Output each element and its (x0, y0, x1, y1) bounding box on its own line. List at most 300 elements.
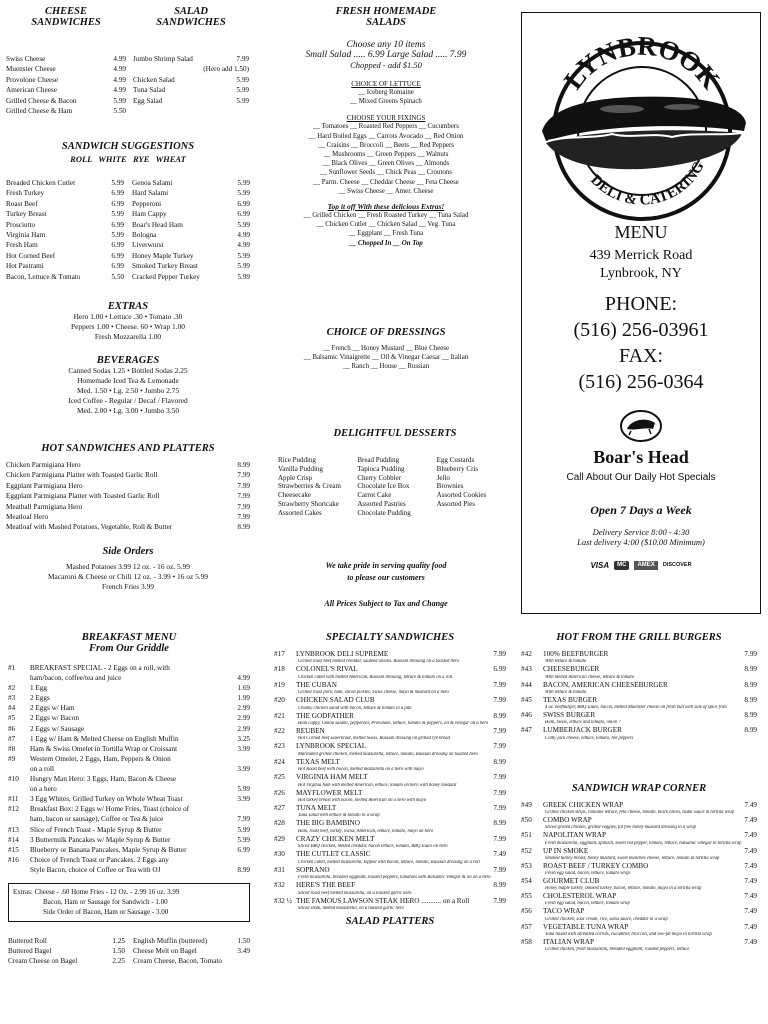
lettuce-option: __ Iceberg Romaine (358, 89, 414, 96)
phone-number: (516) 256-03961 (573, 319, 709, 341)
item-number: #22 (274, 727, 285, 736)
item-price: 1.99 (237, 694, 250, 703)
dessert-item: Apple Crisp (278, 473, 313, 482)
item-price: 1.25 (112, 936, 125, 945)
grill-list (521, 650, 757, 742)
item-number: #20 (274, 696, 285, 705)
salad-sandwich-list (133, 54, 249, 106)
side-line: French Fries 3.99 (102, 582, 154, 591)
item-price: 7.99 (744, 650, 757, 658)
item-description: Hot turkey breast with bacon, melted American on a hero with mayo (298, 798, 427, 804)
breakfast-item (8, 673, 250, 683)
item-description: Sliced BBQ chicken, melted cheddar, bacon lettuce, tomato, BBQ sauce on hero (298, 844, 448, 850)
item-name: on a hero (30, 785, 57, 794)
item-price: 5.99 (237, 220, 250, 229)
item-price: 5.99 (111, 231, 124, 240)
dessert-item: Jello (436, 473, 450, 482)
item-name: TEXAS BURGER (543, 695, 598, 704)
item-price: 7.49 (744, 846, 757, 855)
extra-option: __ Chopped In __ On Top (349, 239, 423, 247)
item-number (8, 673, 30, 683)
item-number: #12 (8, 805, 19, 814)
item-name: TUNA MELT (296, 804, 337, 813)
item-description: Chunky chicken salad with bacon, lettuce & tomato in a pita (298, 705, 412, 711)
menu-item (274, 696, 506, 705)
item-price: 7.49 (493, 850, 506, 859)
item-description: Grilled roast beef melted cheddar, sauteed onions. Russian dressing on a toasted hero (298, 659, 459, 665)
cheese-title-1: CHEESE (44, 6, 88, 17)
item-name: Fresh Ham (6, 241, 38, 250)
salad-platters-title: SALAD PLATTERS (345, 915, 435, 927)
item-number: #17 (274, 650, 285, 658)
breakfast-item (8, 764, 250, 774)
beverages-title: BEVERAGES (96, 355, 160, 366)
fixings-heading: CHOOSE YOUR FIXINGS (346, 114, 426, 123)
list-item (133, 956, 250, 966)
beverage-line: Med. 2.00 • Lg. 3.00 • Jumbo 3.50 (76, 406, 180, 415)
item-name: 2 Eggs w/ Bacon (30, 714, 79, 723)
item-price: 7.99 (493, 865, 506, 874)
menu-item (274, 804, 506, 813)
item-name: THE CUBAN (296, 680, 337, 689)
item-name: Hard Salami (132, 189, 169, 198)
breakfast-extras (8, 883, 250, 922)
extras-line: Extras: Cheese - .60 Home Fries - 12 Oz. - 2.99 16 oz. 3.99 (13, 887, 180, 896)
item-number: #30 (274, 850, 285, 859)
lettuce-option: __ Mixed Greens Spinach (350, 98, 422, 106)
breakfast-item (8, 713, 250, 723)
item-description: Grilled chicken strips, romaine lettuce, feta cheese, tomato, black olives, tzatki sauce in tortilla wrap (545, 810, 735, 816)
dessert-item: Cherry Cobbler (357, 473, 402, 482)
item-name: Eggplant Parmigiana Platter with Toasted Garlic Roll (6, 492, 160, 501)
menu-item (274, 665, 506, 674)
item-price: 7.99 (493, 727, 506, 736)
item-name: Honey Maple Turkey (132, 251, 194, 260)
list-item (6, 272, 124, 282)
item-price: 5.99 (237, 825, 250, 834)
breakfast-item (8, 663, 250, 673)
list-item: American Cheese 4.99 (6, 86, 126, 95)
list-item (132, 272, 250, 282)
item-price: 2.25 (112, 957, 125, 966)
item-name: REUBEN (296, 727, 325, 736)
list-item (132, 230, 250, 240)
list-item (133, 946, 250, 956)
list-item (132, 209, 250, 219)
item-name: LUMBERJACK BURGER (543, 726, 622, 735)
menu-item (274, 650, 506, 659)
menu-item (274, 712, 506, 721)
dessert-item: Assorted Cookies (436, 491, 487, 500)
menu-item (521, 816, 757, 825)
item-name: SWISS BURGER (543, 711, 596, 720)
list-item (6, 491, 250, 501)
extras-line: Bacon, Ham or Sausage for Sandwich - 1.00 (43, 898, 168, 907)
breakfast-item (8, 693, 250, 703)
item-name: CHEESEBURGER (543, 665, 600, 674)
breakfast-title-2: From Our Griddle (89, 643, 169, 654)
menu-item (521, 665, 757, 674)
item-number: #11 (8, 795, 19, 804)
fixing-option: __ Mushrooms __ Green Peppers __ Walnuts (323, 151, 449, 159)
cheese-list (6, 54, 126, 116)
list-item: Chicken Salad 5.99 (133, 75, 249, 84)
rolls-right (133, 936, 250, 967)
desserts-title: DELIGHTFUL DESSERTS (333, 428, 457, 439)
dessert-item: Strawberries & Cream (278, 482, 341, 491)
item-price: 7.99 (493, 742, 506, 751)
grill-title: HOT FROM THE GRILL BURGERS (556, 632, 722, 643)
item-number: #44 (521, 680, 532, 689)
list-item (6, 199, 124, 209)
item-name: Turkey Breast (6, 210, 47, 219)
item-name: Ham & Swiss Omelet in Tortilla Wrap or Croissant (30, 744, 178, 753)
breakfast-item (8, 754, 250, 764)
item-number: #15 (8, 845, 19, 854)
extras-line: Hero 1.00 • Lettuce .30 • Tomato .30 (73, 312, 183, 321)
list-item (6, 502, 250, 512)
item-price: 7.99 (237, 481, 250, 490)
logo-name: LYNBROOK (557, 30, 726, 95)
list-item: Grilled Cheese & Bacon 5.99 (6, 96, 126, 105)
item-name: NAPOLITAN WRAP (543, 831, 606, 840)
item-name: UP IN SMOKE (543, 846, 589, 855)
dessert-item: Chocolate Pudding (357, 508, 411, 517)
item-name: CRAZY CHICKEN MELT (296, 834, 375, 843)
item-price: 7.99 (493, 773, 506, 782)
extras-line: Side Order of Bacon, Ham or Sausage - 3.00 (43, 908, 169, 917)
extras-line: Fresh Mozzarella 1.00 (94, 332, 162, 341)
item-number: #26 (274, 788, 285, 797)
item-number: #49 (521, 801, 532, 809)
list-item (6, 261, 124, 271)
item-price: 6.99 (237, 210, 250, 219)
item-name: Liverwurst (132, 241, 164, 250)
item-number (8, 814, 30, 824)
item-description: Colby jack cheese, lettuce, tomato, hot peppers (545, 735, 634, 741)
item-name: Prosciutto (6, 220, 36, 229)
salad-sandwich-section (133, 6, 249, 106)
item-price (222, 663, 250, 673)
item-number: #7 (8, 734, 16, 743)
item-price: 8.99 (744, 726, 757, 735)
item-price: 4.99 (237, 241, 250, 250)
item-number: #57 (521, 922, 532, 931)
item-name: 3 Egg Whites, Grilled Turkey on Whole Wheat Toast (30, 795, 183, 804)
menu-item (274, 835, 506, 844)
item-number (8, 764, 30, 774)
item-price: 1.69 (237, 684, 250, 693)
item-name: BACON, AMERICAN CHEESEBURGER (543, 680, 668, 689)
side-line: Mashed Potatoes 3.99 12 oz. - 16 oz. 5.99 (66, 562, 190, 571)
list-item (8, 936, 125, 946)
list-item (6, 512, 250, 522)
item-name: on a roll (30, 764, 54, 773)
item-price: 5.99 (237, 262, 250, 271)
wraps-section (521, 783, 757, 953)
item-name: Smoked Turkey Breast (132, 262, 198, 271)
item-name: CHOLESTEROL WRAP (543, 892, 617, 901)
boars-head-text: Boar's Head (593, 447, 689, 467)
item-name: Roast Beef (6, 199, 38, 208)
menu-item (274, 897, 506, 906)
item-name: Pepperoni (132, 199, 162, 208)
fixing-option: __ Tomatoes __ Roasted Red Peppers __ Cucumbers (313, 123, 459, 131)
menu-item (521, 877, 757, 886)
item-name: TACO WRAP (543, 907, 585, 916)
item-description: Sliced roast beef melted mozzarella, on a toasted garlic hero (298, 890, 412, 896)
item-number: #51 (521, 831, 532, 840)
item-description: Tuna salad with lettuce & tomato in a wrap (298, 813, 380, 819)
menu-item (274, 758, 506, 767)
item-price: 7.49 (744, 892, 757, 901)
item-price: 8.99 (493, 819, 506, 828)
top-it-off: Top it off With these delicious Extras! (327, 202, 445, 212)
breakfast-item (8, 683, 250, 693)
item-price: 7.99 (237, 471, 250, 480)
item-price (222, 774, 250, 784)
item-price (222, 804, 250, 814)
list-item: Muenster Cheese 4.99 (6, 65, 126, 74)
breakfast-item (8, 734, 250, 744)
item-price: 7.49 (744, 877, 757, 886)
item-price: 2.99 (237, 704, 250, 713)
sandwich-icon (542, 97, 746, 170)
item-name: HERE'S THE BEEF (296, 881, 356, 890)
item-number: #5 (8, 714, 16, 723)
item-name: Meatball Parmigiana Hero (6, 502, 83, 511)
item-price: 8.99 (744, 665, 757, 674)
item-description: Sliced steak, melted mozzarella, on a toasted garlic hero (298, 905, 404, 911)
item-name: LYNBROOK DELI SUPREME (296, 650, 389, 658)
item-number: #25 (274, 773, 285, 782)
item-name: ROAST BEEF / TURKEY COMBO (543, 861, 649, 870)
breakfast-item (8, 865, 250, 875)
list-item (6, 209, 124, 219)
item-number: #32 ½ (274, 896, 292, 905)
desserts-col (278, 456, 353, 518)
dessert-item: Strawberry Shortcake (278, 499, 339, 508)
item-number: #14 (8, 835, 19, 844)
menu-item (274, 727, 506, 736)
item-name: 2 Eggs w/ Ham (30, 704, 75, 713)
item-price: 3.99 (237, 764, 250, 773)
list-item (6, 178, 124, 188)
item-price: 5.50 (111, 272, 124, 281)
item-name: English Muffin (buttered) (133, 936, 208, 945)
breakfast-item (8, 845, 250, 855)
item-name: CHICKEN SALAD CLUB (296, 696, 375, 705)
address-line-1: 439 Merrick Road (589, 248, 693, 263)
item-price: 8.99 (744, 711, 757, 720)
item-price: 6.99 (111, 220, 124, 229)
suggestions-title: SANDWICH SUGGESTIONS (61, 141, 195, 152)
extra-option: __ Eggplant __ Fresh Tuna (348, 230, 424, 238)
item-price: 8.99 (744, 680, 757, 689)
list-item (8, 946, 125, 956)
menu-item (274, 742, 506, 751)
item-number: #54 (521, 877, 532, 886)
list-item (8, 956, 125, 966)
tax-note: All Prices Subject to Tax and Change (324, 599, 448, 608)
chopped-text: Chopped - add $1.50 (350, 60, 422, 70)
item-name: Blueberry or Banana Pancakes, Maple Syrup & Butter (30, 845, 187, 854)
contact-box (521, 12, 761, 614)
extras-section (6, 301, 250, 342)
item-name: Buttered Roll (8, 936, 47, 945)
item-description: 4 oz. beefburger, BBQ sauce, bacon, melted Muenster cheese on fresh bun with side of spice fries (545, 705, 727, 711)
list-item (132, 199, 250, 209)
item-number: #27 (274, 804, 285, 813)
list-item (132, 188, 250, 198)
hot-sandwiches-list (6, 460, 250, 533)
extra-option: __ Chicken Cutlet __ Chicken Salad __ Veg. Tuna (316, 221, 456, 229)
menu-item (274, 866, 506, 875)
item-price: 1.50 (112, 946, 125, 955)
item-number: #10 (8, 775, 19, 784)
list-item: Provolone Cheese 4.99 (6, 75, 126, 84)
dessert-item: Assorted Pastries (357, 499, 406, 508)
dressing-option: __ Ranch __ House __ Russian (342, 363, 430, 371)
rolls-list (8, 936, 250, 967)
item-number (8, 784, 30, 794)
item-price: 6.99 (111, 199, 124, 208)
delivery-hours: Delivery Service 8:00 - 4:30 (592, 527, 690, 537)
item-price: 8.99 (237, 865, 250, 874)
breakfast-list (8, 663, 250, 875)
beverages-section (6, 355, 250, 416)
item-price: 5.99 (237, 272, 250, 281)
item-name: 2 Eggs w/ Sausage (30, 724, 85, 733)
item-name: LYNBROOK SPECIAL (296, 742, 367, 751)
wraps-list (521, 801, 757, 953)
item-price: 6.99 (493, 665, 506, 674)
list-item (6, 460, 250, 470)
fresh-salads-section (258, 6, 514, 248)
list-item (6, 470, 250, 480)
item-name: Hot Pastrami (6, 262, 44, 271)
menu-item (274, 850, 506, 859)
item-name: THE CUTLET CLASSIC (296, 850, 371, 859)
item-number: #4 (8, 704, 16, 713)
breakfast-item (8, 724, 250, 734)
beverage-line: Homemade Iced Tea & Lemonade (77, 376, 179, 385)
dressings-title: CHOICE OF DRESSINGS (326, 327, 446, 338)
dessert-item: Vanilla Pudding (278, 464, 323, 473)
item-name: COLONEL'S RIVAL (296, 665, 358, 674)
item-name: ITALIAN WRAP (543, 937, 594, 946)
item-price: 2.99 (237, 714, 250, 723)
dessert-item: Carrot Cake (357, 491, 392, 500)
item-name: THE GODFATHER (296, 711, 354, 720)
item-price: 7.99 (493, 788, 506, 797)
menu-item (521, 696, 757, 705)
item-price: 6.99 (111, 241, 124, 250)
salad-sizes: Small Salad ..... 6.99 Large Salad ..... 7.99 (305, 50, 467, 60)
item-number: #18 (274, 665, 285, 674)
item-price: 7.99 (237, 502, 250, 511)
item-price: 6.99 (111, 262, 124, 271)
pride-section (258, 560, 514, 608)
menu-item (274, 881, 506, 890)
item-name: Cream Cheese on Bagel (8, 957, 78, 966)
item-description: Chicken cutlet, melted mozzarella, topped with bacon, lettuce, tomato, Russian dressing on a roll (298, 859, 480, 865)
list-item (132, 178, 250, 188)
daily-specials: Call About Our Daily Hot Specials (566, 472, 716, 483)
item-number: #43 (521, 665, 532, 674)
item-price: 7.99 (493, 650, 506, 658)
item-name: Chicken Parmigiana Platter with Toasted Garlic Roll (6, 471, 158, 480)
desserts-col (357, 456, 432, 518)
fax-label: FAX: (618, 345, 664, 367)
item-price: 6.99 (237, 845, 250, 854)
item-price (222, 855, 250, 865)
fax-number: (516) 256-0364 (578, 371, 704, 393)
item-number: #23 (274, 742, 285, 751)
item-number: #50 (521, 816, 532, 825)
item-name: 3 Buttermilk Pancakes w/ Maple Syrup & Butter (30, 835, 171, 844)
item-name: Bacon, Lettuce & Tomato (6, 272, 81, 281)
item-name: COMBO WRAP (543, 816, 592, 825)
item-description: Smoked turkey breast, honey mustard, sweet munchee cheese, lettuce, tomato in tortilla wrap (545, 855, 720, 861)
item-price: 5.99 (237, 785, 250, 794)
item-description: Hot Corned beef sauerkraut, melted Swiss, Russian dressing on grilled rye bread (298, 736, 450, 742)
specialty-section (274, 632, 506, 927)
item-name: Boar's Head Ham (132, 220, 183, 229)
item-description: Ham, roast beef, turkey, Swiss, American, lettuce, tomato, mayo on hero (298, 828, 434, 834)
list-item: Jumbo Shrimp Salad 7.99 (133, 55, 249, 63)
item-name: Choice of French Toast or Pancakes, 2 Eggs any (30, 855, 169, 864)
mastercard-icon: MC (614, 561, 629, 570)
amex-icon: AMEX (634, 561, 657, 570)
menu-item (274, 681, 506, 690)
item-name: Genoa Salami (132, 179, 173, 187)
item-description: Grilled roast pork, ham, sliced pickles, Swiss cheese, mayo & mustard on a hero (298, 690, 449, 696)
item-number: #58 (521, 937, 532, 946)
item-name: VIRGINIA HAM MELT (296, 773, 368, 782)
item-name: 2 Eggs (30, 694, 50, 703)
item-name: GOURMET CLUB (543, 877, 600, 886)
item-description: Ham cappy, Genoa salami, pepperoni, Provolone, lettuce, tomato & peppers, oil & vinegar on a hero (298, 721, 489, 727)
item-name: Breaded Chicken Cutlet (6, 179, 76, 187)
list-item (132, 251, 250, 261)
item-name: Buttered Bagel (8, 946, 52, 955)
item-price: 7.49 (744, 861, 757, 870)
item-name: SOPRANO (296, 865, 330, 874)
item-number: #45 (521, 695, 532, 704)
item-name: Eggplant Parmigiana Hero (6, 481, 83, 490)
item-price: 6.99 (111, 251, 124, 260)
breakfast-item (8, 855, 250, 865)
item-number: #52 (521, 846, 532, 855)
item-price: 6.99 (111, 189, 124, 198)
item-price: 7.99 (493, 680, 506, 689)
pride-line: We take pride in serving quality food (325, 561, 447, 570)
menu-item (521, 726, 757, 735)
dressing-option: __ French __ Honey Mustard __ Blue Cheese (322, 345, 450, 352)
dessert-item: Brownies (436, 482, 464, 491)
suggestions-left (6, 178, 124, 282)
menu-item (521, 907, 757, 916)
fixing-option: __ Parm. Cheese __ Cheddar Cheese __ Feta Cheese (313, 178, 459, 186)
list-item: Swiss Cheese 4.99 (6, 55, 126, 63)
item-price: 8.99 (237, 523, 250, 532)
fixing-option: __ Black Olives __ Green Olives __ Almonds (322, 160, 450, 168)
item-name: Slice of French Toast - Maple Syrup & Butter (30, 825, 162, 834)
item-name: GREEK CHICKEN WRAP (543, 801, 624, 809)
item-price: 7.99 (493, 696, 506, 705)
item-price: 5.99 (111, 210, 124, 219)
